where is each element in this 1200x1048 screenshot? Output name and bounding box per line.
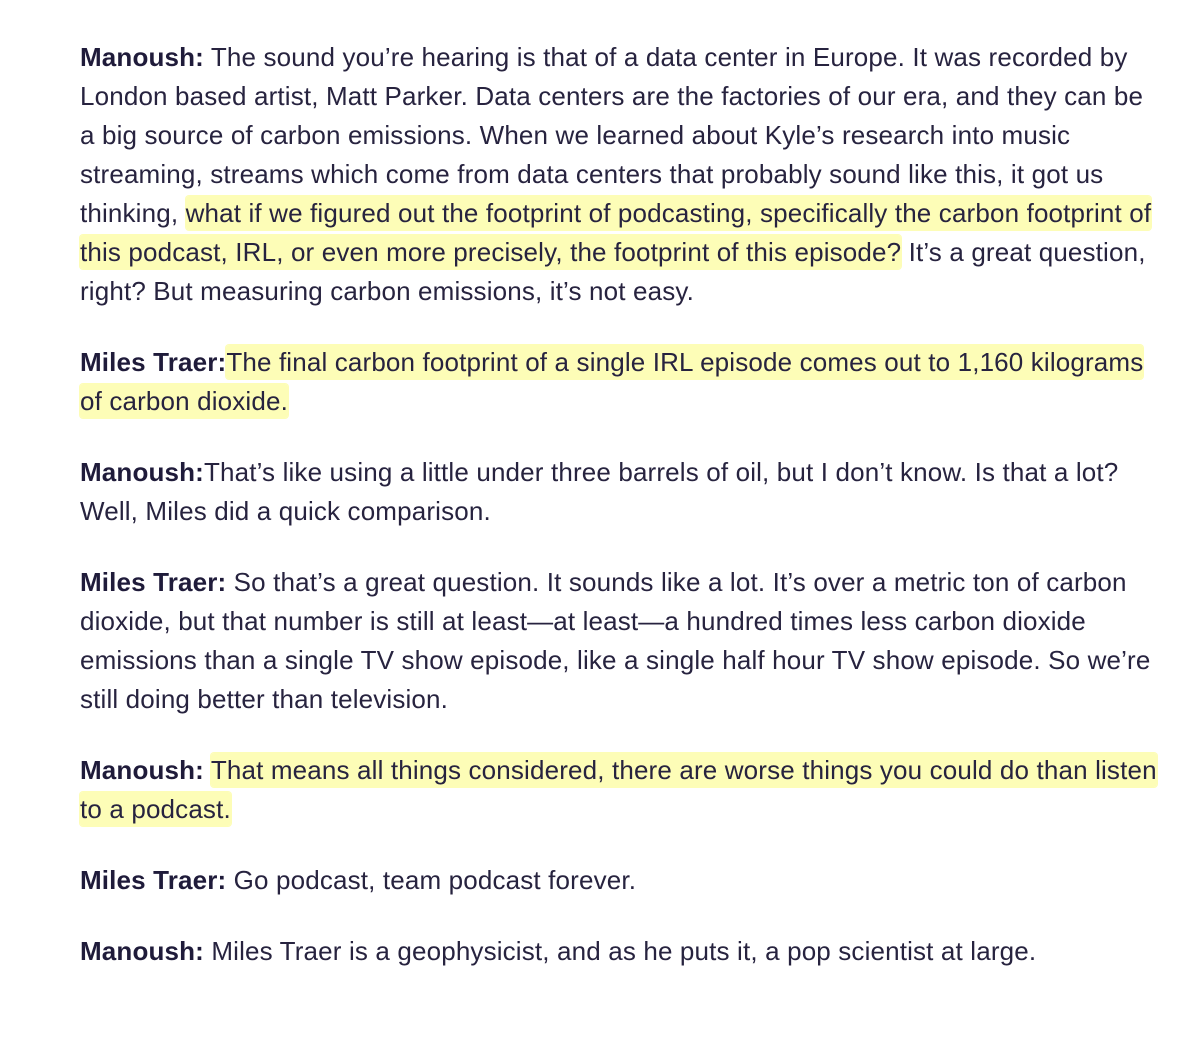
speaker-name: Manoush: <box>80 936 204 966</box>
transcript-turn <box>80 38 1160 311</box>
dialogue-text: That’s like using a little under three barrels of oil, but I don’t know. Is that a lot? Well, Miles did a quick comparison. <box>80 457 1119 526</box>
transcript-turn <box>80 563 1160 719</box>
transcript-turn <box>80 861 1160 900</box>
speaker-name: Manoush: <box>80 755 204 785</box>
speaker-name: Manoush: <box>80 457 204 487</box>
transcript <box>80 38 1160 1003</box>
dialogue-text: It’s a great question, right? But measuring carbon emissions, it’s not easy. <box>80 237 1146 306</box>
speaker-name: Miles Traer: <box>80 567 227 597</box>
highlighted-text: That means all things considered, there are worse things you could do than listen to a podcast. <box>80 755 1157 824</box>
transcript-turn <box>80 932 1160 971</box>
speaker-name: Miles Traer: <box>80 865 227 895</box>
dialogue-text: The sound you’re hearing is that of a data center in Europe. It was recorded by London based artist, Matt Parker. Data centers are the factories of our era, and they can be a big source of carbon emissions. When we learned about Kyle’s research into music streaming, streams which come from data centers that probably sound like this, it got us thinking, <box>80 42 1144 228</box>
dialogue-text: Go podcast, team podcast forever. <box>226 865 637 895</box>
dialogue-text: Miles Traer is a geophysicist, and as he puts it, a pop scientist at large. <box>203 936 1037 966</box>
speaker-name: Manoush: <box>80 42 204 72</box>
dialogue-text: So that’s a great question. It sounds like a lot. It’s over a metric ton of carbon dioxide, but that number is still at least—at least—a hundred times less carbon dioxide emissions than a single TV show episode, like a single half hour TV show episode. So we’re still doing better than television. <box>80 567 1151 714</box>
dialogue-text <box>204 755 211 785</box>
transcript-turn <box>80 453 1160 531</box>
highlighted-text: The final carbon footprint of a single IRL episode comes out to 1,160 kilograms of carbon dioxide. <box>80 347 1144 416</box>
highlighted-text: what if we figured out the footprint of podcasting, specifically the carbon footprint of this podcast, IRL, or even more precisely, the footprint of this episode? <box>80 198 1152 267</box>
transcript-turn <box>80 751 1160 829</box>
speaker-name: Miles Traer: <box>80 347 227 377</box>
transcript-turn <box>80 343 1160 421</box>
